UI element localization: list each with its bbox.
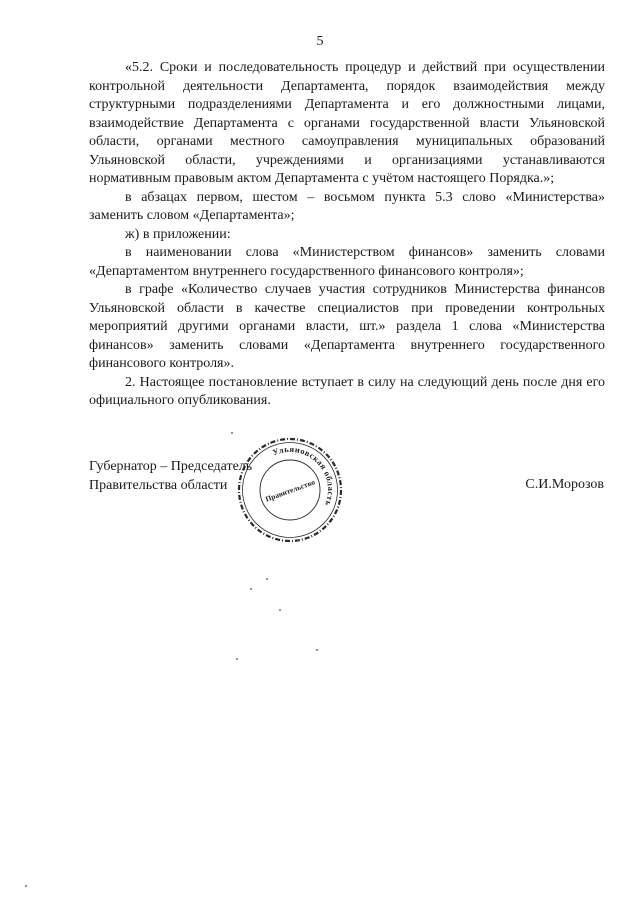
page-number: 5 bbox=[316, 34, 324, 49]
paragraph-effective-date: 2. Настоящее постановление вступает в силу на следующий день после дня его официального опубликования. bbox=[89, 374, 605, 408]
scan-speck bbox=[236, 658, 238, 660]
signatory-title-line1: Губернатор – Председатель bbox=[89, 459, 253, 474]
document-body bbox=[89, 59, 605, 411]
scan-speck bbox=[231, 432, 233, 434]
paragraph-5-2: «5.2. Сроки и последовательность процедур и действий при осуществлении контрольной деятельности Департамента, порядок взаимодействия между структурными подразделениями Департамента и его должностными лицами, взаимодействие Департамента с органами государственной власти Ульяновской области, органами местного самоуправления муниципальных образований Ульяновской области, учреждениями и организациями устанавливаются нормативным правовым актом Департамента с учётом настоящего Порядка.»; bbox=[89, 60, 605, 186]
scan-speck bbox=[279, 609, 281, 611]
scan-speck bbox=[25, 885, 27, 887]
signatory-name: С.И.Морозов bbox=[525, 477, 604, 492]
scan-speck bbox=[297, 540, 299, 542]
official-seal bbox=[236, 436, 344, 544]
seal-ring-text: Ульяновская область bbox=[270, 443, 337, 508]
scan-speck bbox=[316, 649, 318, 651]
paragraph-appendix-column-amendment: в графе «Количество случаев участия сотрудников Министерства финансов Ульяновской области в качестве специалистов при проведении контрольных мероприятий другими органами власти, шт.» раздела 1 слова «Министерства финансов» заменить словами «Департамента внутреннего государственного финансового контроля». bbox=[89, 282, 605, 371]
paragraph-5-3-amendment: в абзацах первом, шестом – восьмом пункта 5.3 слово «Министерства» заменить словом «Департамента»; bbox=[89, 189, 605, 223]
signatory-title-line2: Правительства области bbox=[89, 477, 228, 493]
scan-speck bbox=[250, 588, 252, 590]
scan-speck bbox=[266, 578, 268, 580]
paragraph-appendix-heading: ж) в приложении: bbox=[125, 226, 231, 242]
paragraph-appendix-title-amendment: в наименовании слова «Министерством финансов» заменить словами «Департаментом внутреннего государственного финансового контроля»; bbox=[89, 245, 605, 279]
seal-center-text: Правительство bbox=[264, 477, 317, 504]
